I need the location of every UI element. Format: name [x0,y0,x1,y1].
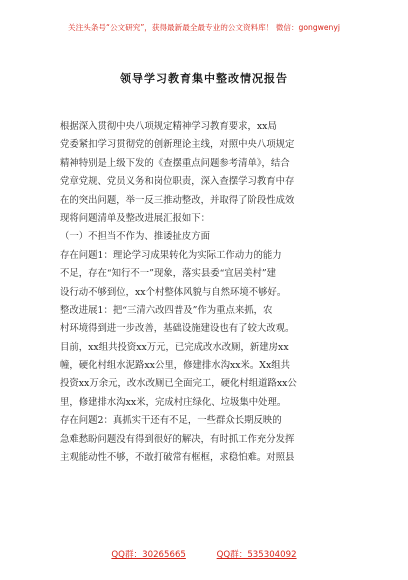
text-line: 不足，存在“知行不一”现象，落实县委“宜居美村”建 [60,268,277,280]
text-line: 村环境得到进一步改善，基础设施建设也有了较大改观。 [60,323,295,335]
text-line: 投资xx万余元，改水改厕已全面完工，硬化村组道路xx公 [60,378,297,390]
text-line: 在的突出问题，举一反三推动整改，并取得了阶段性成效 [60,194,295,206]
footer-contact [0,548,408,560]
paragraph [60,118,352,228]
document-title: 领导学习教育集中整改情况报告 [120,72,288,85]
text-line: 存在问题2：真抓实干还有不足，一些群众长期反映的 [60,415,282,427]
qq-group-2[interactable]: QQ群：535304092 [216,550,297,560]
text-line: 设行动不够到位，xx个村整体风貌与自然环境不够好。 [60,286,287,298]
text-line: 现将问题清单及整改进展汇报如下： [60,212,211,224]
text-line: 存在问题1：理论学习成果转化为实际工作动力的能力 [60,249,282,261]
text-line: 根据深入贯彻中央八项规定精神学习教育要求，xx局 [60,121,277,132]
text-line: （一）不担当不作为、推诿扯皮方面 [60,231,211,243]
text-line: 幢，硬化村组水泥路xx公里，修建排水沟xx米。Xx组共 [60,360,290,372]
document-body [60,118,352,467]
text-line: 里，修建排水沟xx米，完成村庄绿化、垃圾集中处理。 [60,396,287,408]
text-line: 急难愁盼问题没有得到很好的解决，有时抓工作充分发挥 [60,433,295,445]
paragraph [60,247,352,302]
paragraph [60,228,352,246]
text-line: 精神特别是上级下发的《查摆重点问题参考清单》，结合 [60,157,290,169]
text-line: 主观能动性不够，不敢打破常有框框，求稳怕难。对照县 [60,452,295,464]
text-line: 党委紧扣学习贯彻党的创新理论主线，对照中央八项规定 [60,139,295,151]
qq-group-1[interactable]: QQ群：30265665 [111,550,186,560]
paragraph [60,412,352,467]
text-line: 党章党规、党员义务和岗位职责，深入查摆学习教育中存 [60,176,295,188]
text-line: 目前，xx组共投资xx万元，已完成改水改厕，新建房xx [60,341,289,353]
paragraph [60,302,352,412]
header-banner: 关注头条号“公文研究”，获得最新最全最专业的公文资料库！ 微信：gongwenyj [68,23,340,32]
text-line: 整改进展1：把“三清六改四普及”作为重点来抓，农 [60,304,273,316]
